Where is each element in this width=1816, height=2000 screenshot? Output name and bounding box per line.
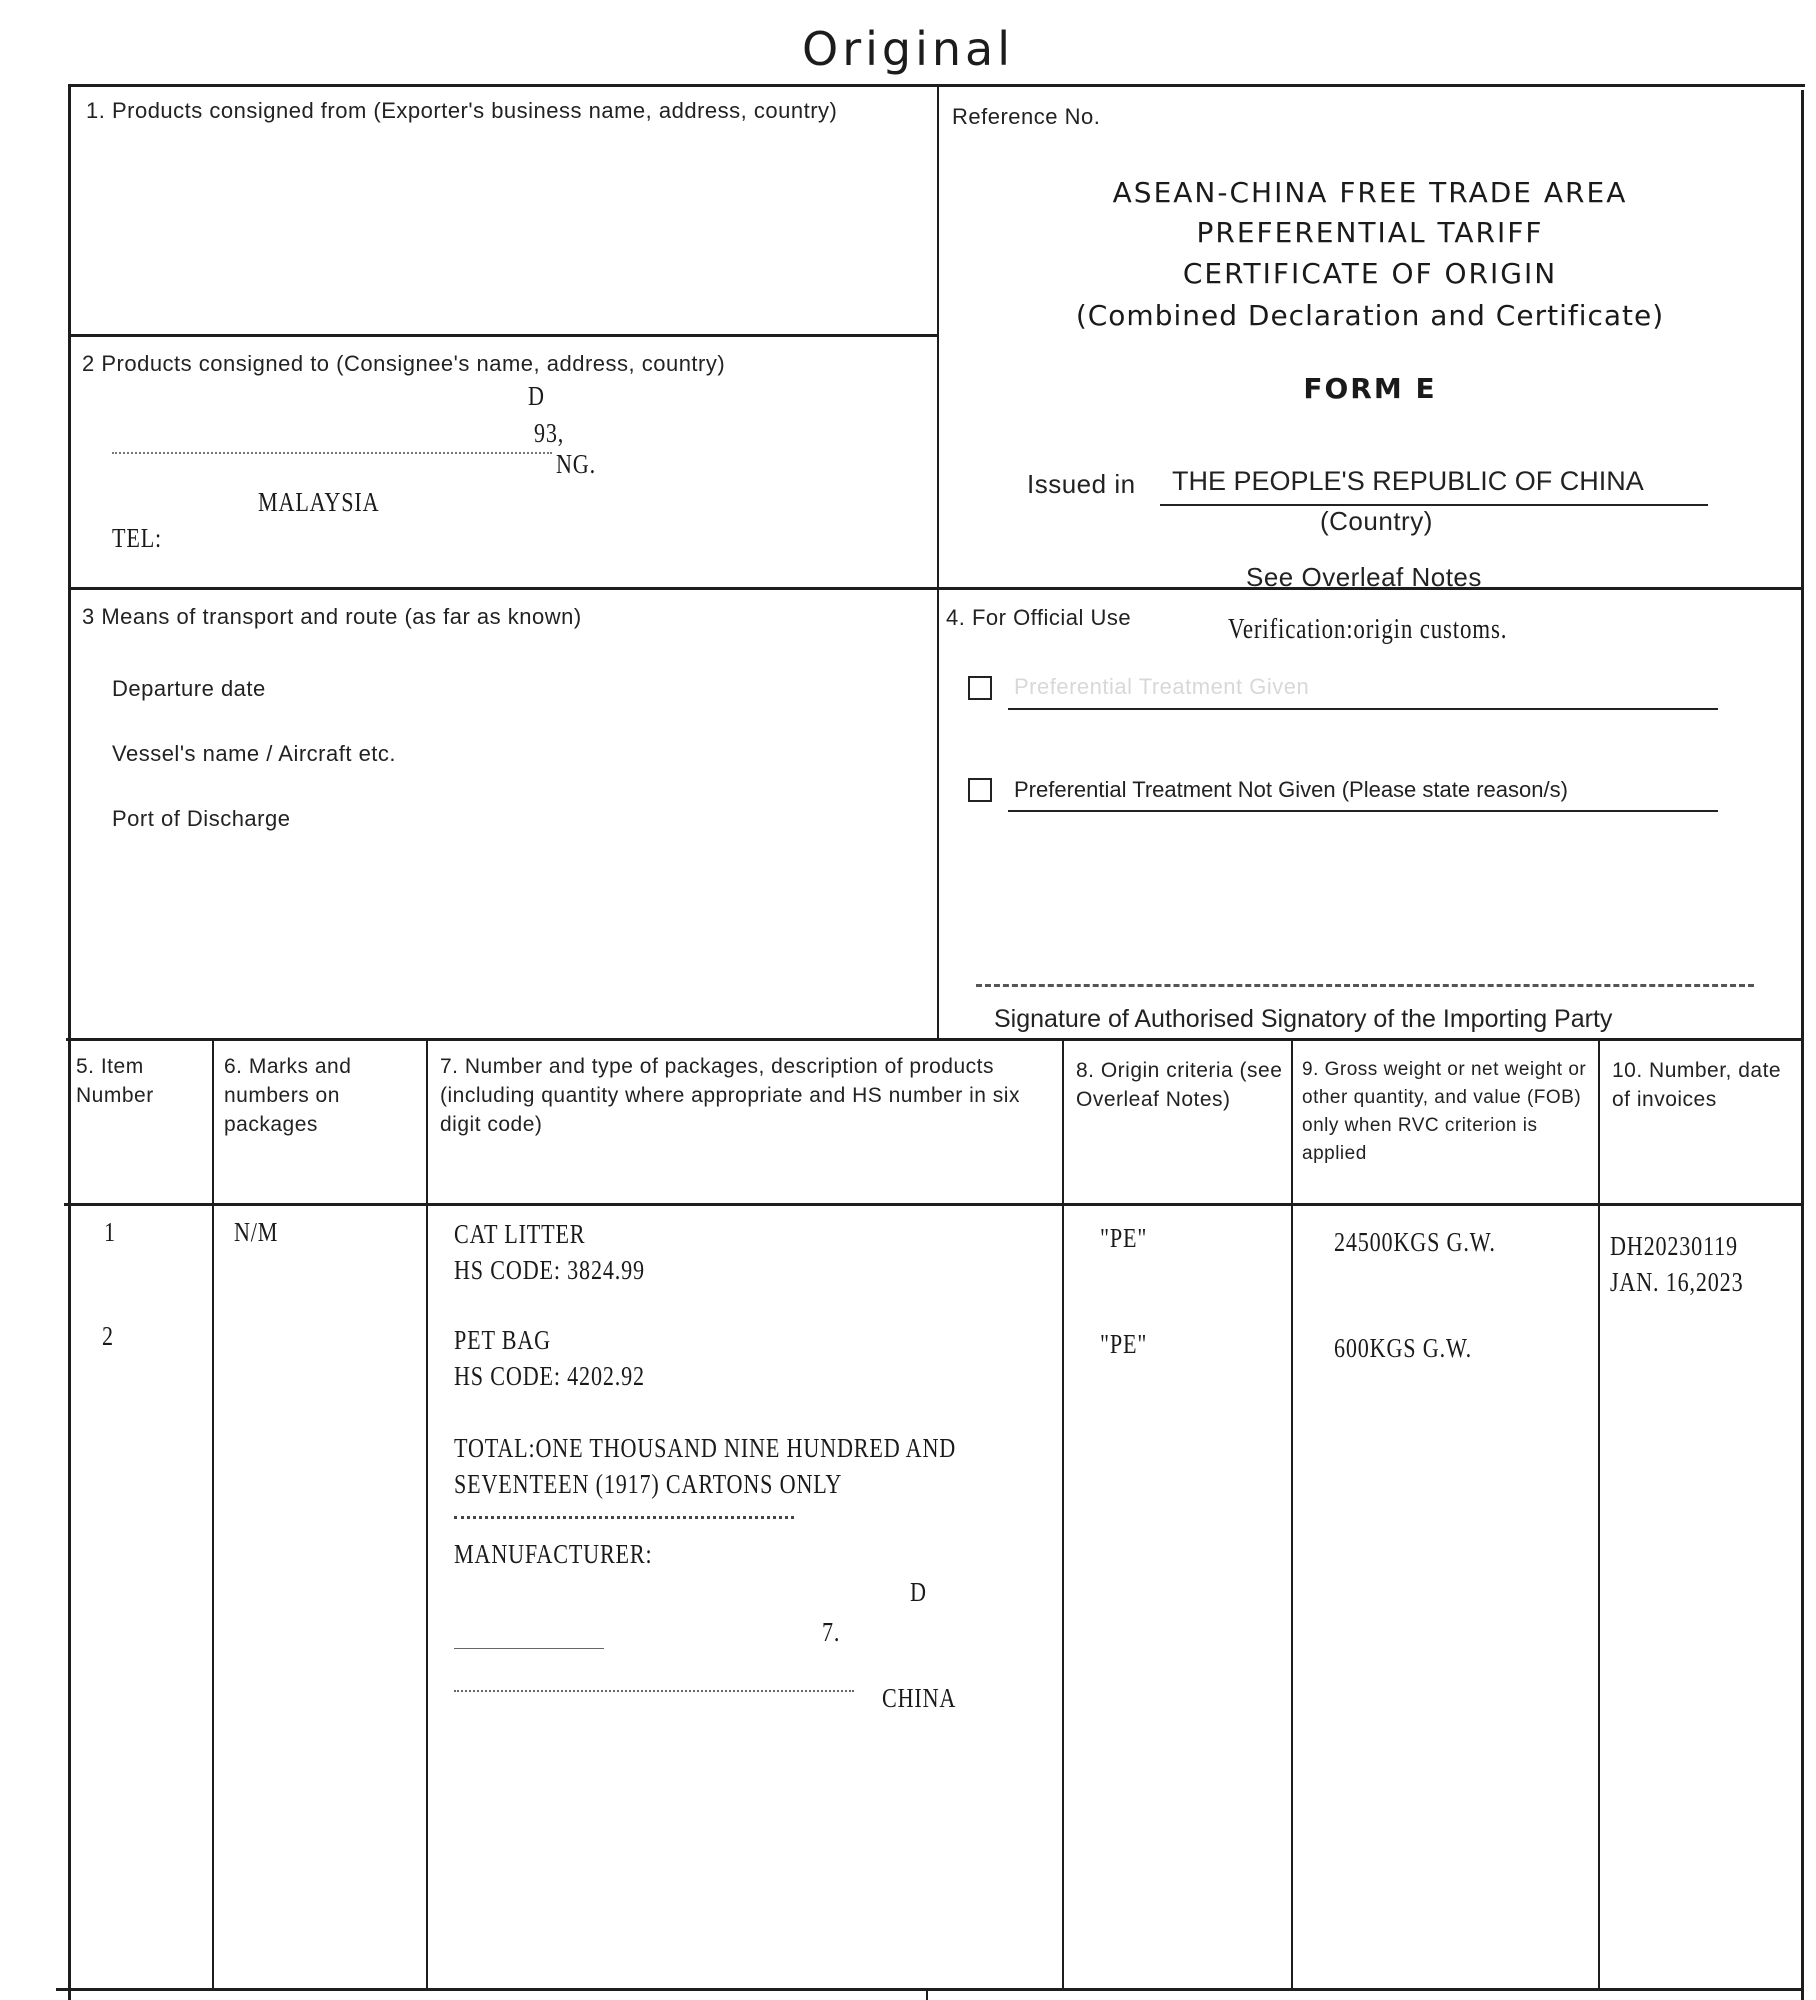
signature-dotted-line <box>976 984 1754 987</box>
col-divider-5 <box>1598 1038 1600 1990</box>
manufacturer-country: CHINA <box>882 1683 957 1713</box>
row2-origin-criteria: "PE" <box>1100 1329 1148 1359</box>
issued-in-label: Issued in <box>1027 469 1136 499</box>
issued-in-value: THE PEOPLE'S REPUBLIC OF CHINA <box>1172 466 1644 496</box>
title-line-3: CERTIFICATE OF ORIGIN <box>1182 257 1558 290</box>
frame-right <box>1801 90 1804 2000</box>
document-heading: Original <box>801 22 1014 76</box>
total-line-2: SEVENTEEN (1917) CARTONS ONLY <box>454 1469 843 1499</box>
divider-center-upper <box>937 86 939 1038</box>
divider-box1-box2 <box>68 334 938 337</box>
consignee-country: MALAYSIA <box>258 487 380 517</box>
title-line-4: (Combined Declaration and Certificate) <box>1075 299 1665 332</box>
row1-invoice-date: JAN. 16,2023 <box>1610 1267 1744 1297</box>
total-line-1: TOTAL:ONE THOUSAND NINE HUNDRED AND <box>454 1433 957 1463</box>
row2-weight: 600KGS G.W. <box>1334 1333 1472 1363</box>
port-of-discharge-label: Port of Discharge <box>112 806 291 831</box>
manufacturer-line-1: D <box>910 1577 927 1607</box>
verification-text: Verification:origin customs. <box>1228 614 1508 645</box>
row2-item-number: 2 <box>102 1321 114 1351</box>
row1-description-line2: HS CODE: 3824.99 <box>454 1255 645 1285</box>
treatment-given-checkbox[interactable] <box>968 676 992 700</box>
departure-date-label: Departure date <box>112 676 266 701</box>
row2-description-line1: PET BAG <box>454 1325 551 1355</box>
bottom-divider <box>926 1990 928 2000</box>
consignee-line-3: NG. <box>556 449 596 479</box>
col-header-item-number: 5. Item Number <box>76 1055 154 1107</box>
title-line-1: ASEAN-CHINA FREE TRADE AREA <box>1112 176 1628 209</box>
row1-marks: N/M <box>234 1217 279 1247</box>
table-bottom-border <box>56 1988 1802 1991</box>
manufacturer-redacted-underline <box>454 1648 604 1649</box>
box1-label <box>86 96 906 126</box>
treatment-given-label: Preferential Treatment Given <box>1014 674 1310 699</box>
row1-item-number: 1 <box>104 1217 116 1247</box>
issued-in-underline <box>1160 504 1708 506</box>
box1-label-text: 1. Products consigned from (Exporter's business name, address, country) <box>86 98 838 123</box>
treatment-not-given-checkbox[interactable] <box>968 778 992 802</box>
consignee-line-2: 93, <box>534 418 565 448</box>
country-caption: (Country) <box>1320 506 1433 536</box>
col-header-description: 7. Number and type of packages, description of products (including quantity where appropriate and HS number in six digit code) <box>440 1055 1020 1136</box>
row1-origin-criteria: "PE" <box>1100 1223 1148 1253</box>
overleaf-notes: See Overleaf Notes <box>1246 562 1482 592</box>
row1-description-line1: CAT LITTER <box>454 1219 586 1249</box>
col-divider-3 <box>1062 1038 1064 1990</box>
vessel-name-label: Vessel's name / Aircraft etc. <box>112 741 397 766</box>
redacted-line <box>454 1516 794 1519</box>
reference-label: Reference No. <box>952 104 1101 129</box>
box4-label: 4. For Official Use <box>946 605 1132 630</box>
row1-weight: 24500KGS G.W. <box>1334 1227 1496 1257</box>
col-divider-4 <box>1291 1038 1293 1990</box>
box2-label: 2 Products consigned to (Consignee's name, address, country) <box>82 351 726 376</box>
frame-left <box>68 84 71 2000</box>
title-line-2: PREFERENTIAL TARIFF <box>1196 216 1544 249</box>
consignee-redacted-line <box>112 452 552 454</box>
manufacturer-label: MANUFACTURER: <box>454 1539 653 1569</box>
table-header-border <box>64 1203 1802 1206</box>
col-divider-2 <box>426 1038 428 1988</box>
table-top-border <box>66 1038 1802 1041</box>
col-header-marks: 6. Marks and numbers on packages <box>224 1055 352 1136</box>
col-header-origin-criteria: 8. Origin criteria (see Overleaf Notes) <box>1076 1059 1283 1111</box>
form-name: FORM E <box>1303 372 1437 405</box>
manufacturer-line-2: 7. <box>822 1617 841 1647</box>
signature-caption: Signature of Authorised Signatory of the Importing Party <box>994 1005 1613 1033</box>
box3-label: 3 Means of transport and route (as far as known) <box>82 604 582 629</box>
consignee-tel: TEL: <box>112 523 163 553</box>
col-divider-1 <box>212 1038 214 1988</box>
row2-description-line2: HS CODE: 4202.92 <box>454 1361 645 1391</box>
manufacturer-redacted-address <box>454 1690 854 1692</box>
divider-box2-box3 <box>68 587 1802 590</box>
row1-invoice-number: DH20230119 <box>1610 1231 1738 1261</box>
treatment-not-given-label: Preferential Treatment Not Given (Please state reason/s) <box>1014 777 1568 802</box>
col-header-weight: 9. Gross weight or net weight or other quantity, and value (FOB) only when RVC criterion is applied <box>1302 1059 1587 1164</box>
treatment-given-underline <box>1008 708 1718 710</box>
treatment-not-given-underline <box>1008 810 1718 812</box>
consignee-line-1: D <box>528 381 545 411</box>
col-header-invoices: 10. Number, date of invoices <box>1612 1059 1782 1111</box>
